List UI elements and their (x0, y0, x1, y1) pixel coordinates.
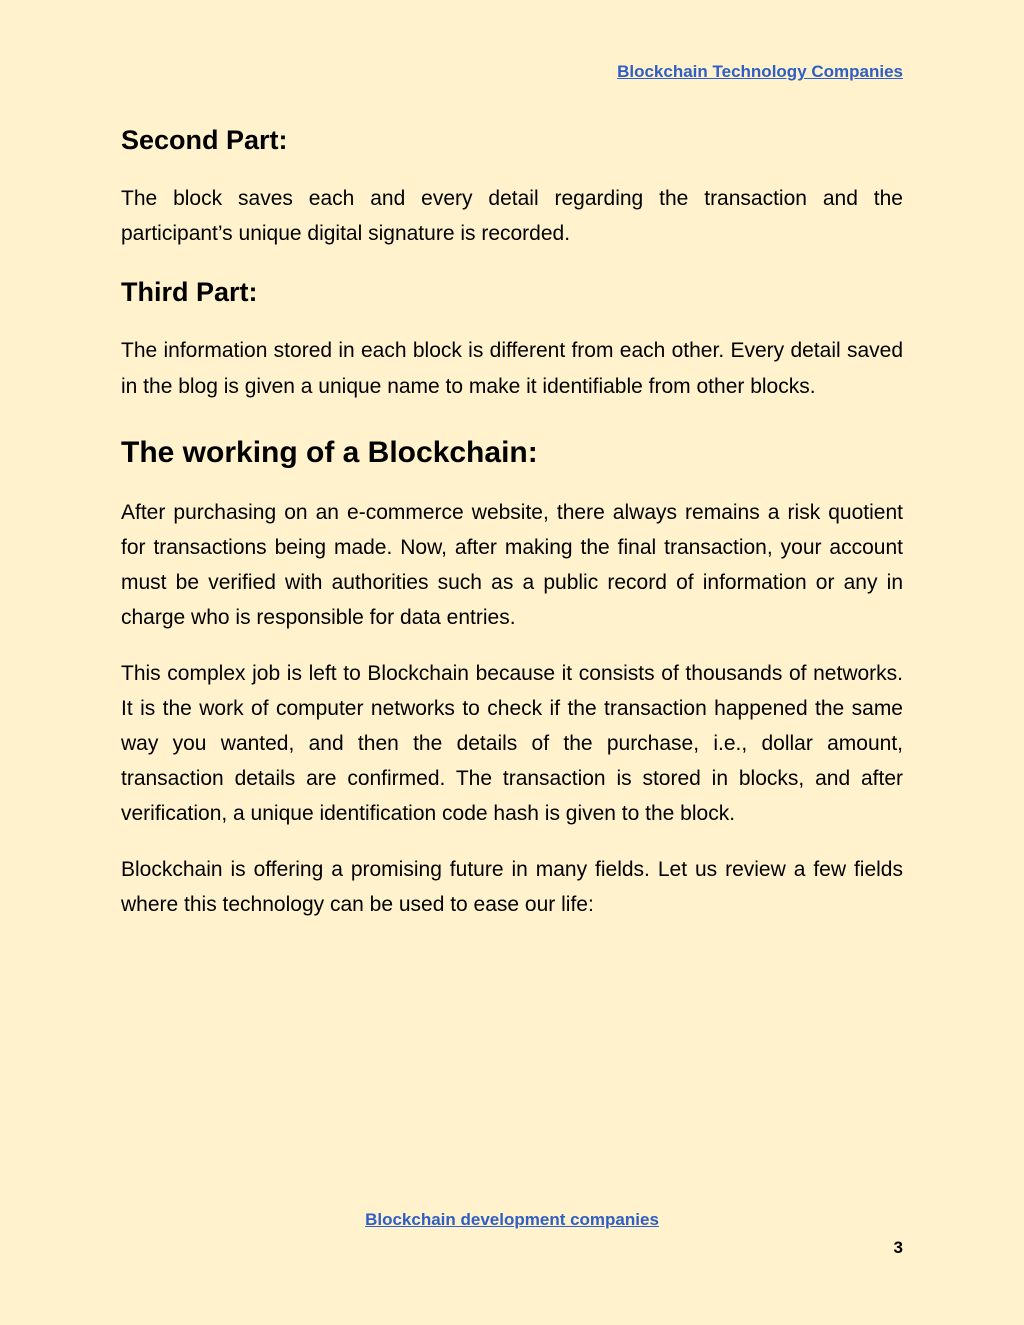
paragraph-working-2: This complex job is left to Blockchain because it consists of thousands of networks. It is the work of computer networks to check if the transaction happened the same way you wanted, and then the details of the purchase, i.e., dollar amount, transaction details are confirmed. The transaction is stored in blocks, and after verification, a unique identification code hash is given to the block. (121, 661, 903, 826)
paragraph-third-part: The information stored in each block is different from each other. Every detail saved in the blog is given a unique name to make it identifiable from other blocks. (121, 339, 903, 398)
paragraph-working-3: Blockchain is offering a promising future in many fields. Let us review a few fields where this technology can be used to ease our life: (121, 857, 903, 916)
page-content (121, 122, 903, 922)
heading-working-of-blockchain: The working of a Blockchain: (121, 435, 538, 469)
footer-link-blockchain-development-companies[interactable]: Blockchain development companies (365, 1210, 659, 1229)
heading-second-part: Second Part: (121, 125, 288, 155)
page-number: 3 (893, 1238, 903, 1257)
paragraph-second-part: The block saves each and every detail regarding the transaction and the participant’s unique digital signature is recorded. (121, 187, 903, 246)
footer (0, 1210, 1024, 1230)
paragraph-working-1: After purchasing on an e-commerce website, there always remains a risk quotient for transactions being made. Now, after making the final transaction, your account must be verified with authorities such as a public record of information or any in charge who is responsible for data entries. (121, 500, 903, 630)
heading-third-part: Third Part: (121, 277, 258, 308)
header-link-blockchain-technology-companies[interactable]: Blockchain Technology Companies (617, 62, 903, 81)
